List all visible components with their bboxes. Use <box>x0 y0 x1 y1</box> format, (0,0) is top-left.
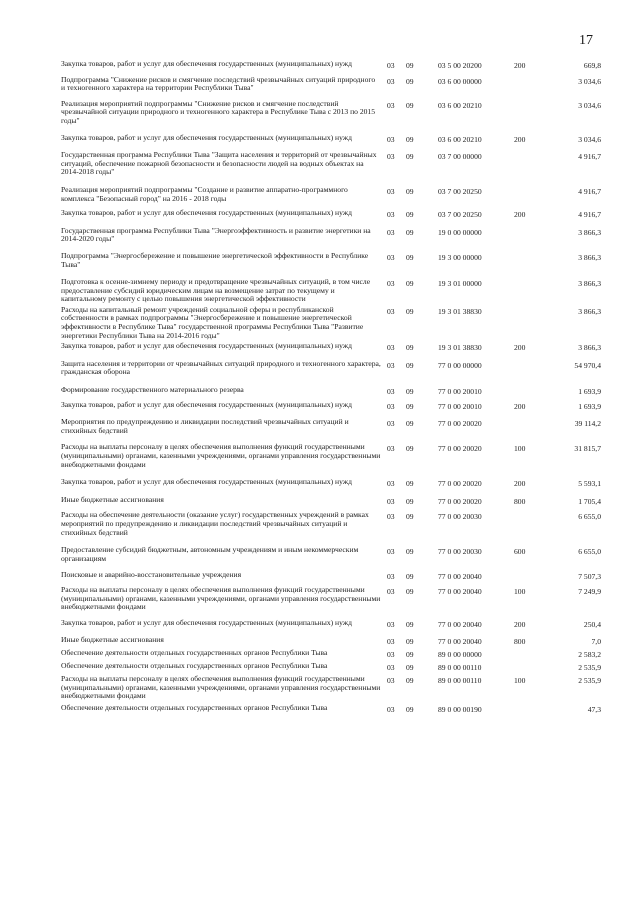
row-description: Подготовка к осенне-зимнему периоду и предотвращение чрезвычайных ситуаций, в том числе предоставление субсидий юридическим лицам на возмещение затрат по текущему и капитальному ремонту с целью повышения энергетической эффективности <box>61 277 371 304</box>
row-subsection-code: 09 <box>406 61 414 70</box>
row-description: Закупка товаров, работ и услуг для обеспечения государственных (муниципальных) нужд <box>61 477 352 487</box>
row-description: Формирование государственного материального резерва <box>61 385 244 395</box>
row-section-code: 03 <box>387 637 395 647</box>
row-subsection-code: 09 <box>406 100 414 110</box>
row-subsection-code: 09 <box>406 586 414 596</box>
table-row <box>61 278 601 304</box>
row-section-code: 03 <box>387 61 395 70</box>
row-target-code: 77 0 00 20040 <box>438 572 482 582</box>
row-subsection-code: 09 <box>406 152 414 162</box>
row-description: Расходы на выплаты персоналу в целях обеспечения выполнения функций государственными (муниципальными) органами, казенными учреждениями, органами управления государственными внебюджетными фондами <box>61 442 381 469</box>
row-expense-type-code: 600 <box>514 547 526 557</box>
row-section-code: 03 <box>387 279 395 289</box>
table-row <box>61 636 601 647</box>
row-description: Реализация мероприятий подпрограммы "Создание и развитие аппаратно-программного комплекса "Безопасный город" на 2016 - 2018 годы <box>61 184 348 203</box>
row-subsection-code: 09 <box>406 572 414 582</box>
table-row <box>61 306 601 340</box>
row-description: Обеспечение деятельности отдельных государственных органов Республики Тыва <box>61 702 328 712</box>
row-target-code: 19 0 00 00000 <box>438 227 482 237</box>
row-subsection-code: 09 <box>406 547 414 557</box>
row-target-code: 03 7 00 00000 <box>438 152 482 162</box>
row-subsection-code: 09 <box>406 210 414 220</box>
row-expense-type-code <box>514 227 550 244</box>
table-row <box>61 662 601 673</box>
table-row <box>61 704 601 715</box>
row-section-code: 03 <box>387 306 395 316</box>
row-description: Расходы на обеспечение деятельности (оказание услуг) государственных учреждений в рамках мероприятий по предупреждению и ликвидации последствий чрезвычайных ситуаций и стихийных бедствий <box>61 510 369 537</box>
row-subsection-code: 09 <box>406 134 414 144</box>
row-amount: 3 866,3 <box>578 306 601 316</box>
row-expense-type-code <box>514 306 550 340</box>
row-section-code: 03 <box>387 444 395 454</box>
row-target-code: 77 0 00 20040 <box>438 586 482 596</box>
row-description: Закупка товаров, работ и услуг для обеспечения государственных (муниципальных) нужд <box>61 59 352 68</box>
row-section-code: 03 <box>387 662 395 672</box>
row-section-code: 03 <box>387 152 395 162</box>
row-subsection-code: 09 <box>406 76 414 86</box>
row-description: Обеспечение деятельности отдельных государственных органов Республики Тыва <box>61 660 328 670</box>
table-row <box>61 209 601 220</box>
row-section-code: 03 <box>387 186 395 196</box>
row-subsection-code: 09 <box>406 306 414 316</box>
row-target-code: 89 0 00 00190 <box>438 704 482 714</box>
row-amount: 3 034,6 <box>578 100 601 110</box>
row-description: Подпрограмма "Энергосбережение и повышение энергетической эффективности в Республике Тыва" <box>61 250 369 269</box>
row-target-code: 77 0 00 20020 <box>438 444 482 454</box>
row-amount: 3 866,3 <box>578 279 601 289</box>
row-amount: 6 655,0 <box>578 547 601 557</box>
table-row <box>61 546 601 563</box>
row-target-code: 77 0 00 20020 <box>438 496 482 506</box>
row-target-code: 77 0 00 20010 <box>438 401 482 411</box>
row-subsection-code: 09 <box>406 676 414 686</box>
row-section-code: 03 <box>387 619 395 629</box>
row-subsection-code: 09 <box>406 401 414 411</box>
row-amount: 5 593,1 <box>578 479 601 489</box>
row-description: Поисковые и аварийно-восстановительные учреждения <box>61 570 242 580</box>
row-expense-type-code: 100 <box>514 444 526 454</box>
row-target-code: 77 0 00 20030 <box>438 512 482 522</box>
row-section-code: 03 <box>387 649 395 659</box>
row-amount: 39 114,2 <box>574 419 601 429</box>
row-description: Государственная программа Республики Тыва "Энергоэффективность и развитие энергетики на 2014-2020 годы" <box>61 225 371 244</box>
row-subsection-code: 09 <box>406 704 414 714</box>
row-subsection-code: 09 <box>406 343 414 353</box>
row-section-code: 03 <box>387 676 395 686</box>
row-description: Обеспечение деятельности отдельных государственных органов Республики Тыва <box>61 647 328 657</box>
row-description: Иные бюджетные ассигнования <box>61 635 164 645</box>
row-subsection-code: 09 <box>406 186 414 196</box>
row-amount: 3 866,3 <box>578 227 601 237</box>
table-row <box>61 100 601 126</box>
row-expense-type-code <box>514 571 550 582</box>
table-row <box>61 443 601 469</box>
row-description: Мероприятия по предупреждению и ликвидации последствий чрезвычайных ситуаций и стихийных бедствий <box>61 417 349 435</box>
row-section-code: 03 <box>387 76 395 86</box>
row-section-code: 03 <box>387 252 395 262</box>
row-expense-type-code <box>514 278 550 304</box>
row-subsection-code: 09 <box>406 360 414 370</box>
row-section-code: 03 <box>387 496 395 506</box>
row-subsection-code: 09 <box>406 252 414 262</box>
row-expense-type-code <box>514 418 550 435</box>
row-target-code: 77 0 00 20020 <box>438 479 482 489</box>
row-amount: 2 583,2 <box>578 649 601 659</box>
row-section-code: 03 <box>387 512 395 522</box>
row-subsection-code: 09 <box>406 619 414 629</box>
row-target-code: 77 0 00 20030 <box>438 547 482 557</box>
table-row <box>61 586 601 612</box>
row-description: Подпрограмма "Снижение рисков и смягчение последствий чрезвычайных ситуаций природного и техногенного характера на территории Республики Тыва" <box>61 74 376 93</box>
row-expense-type-code <box>514 662 550 673</box>
row-expense-type-code <box>514 511 550 537</box>
row-section-code: 03 <box>387 401 395 411</box>
row-expense-type-code: 200 <box>514 343 526 353</box>
row-expense-type-code: 200 <box>514 619 526 629</box>
row-expense-type-code <box>514 151 550 177</box>
row-expense-type-code: 200 <box>514 134 526 144</box>
row-expense-type-code: 200 <box>514 61 526 70</box>
row-section-code: 03 <box>387 479 395 489</box>
row-section-code: 03 <box>387 100 395 110</box>
row-expense-type-code: 200 <box>514 401 526 411</box>
row-description: Закупка товаров, работ и услуг для обеспечения государственных (муниципальных) нужд <box>61 132 352 142</box>
row-expense-type-code <box>514 704 550 715</box>
table-row <box>61 675 601 701</box>
row-description: Расходы на капитальный ремонт учреждений социальной сферы и республиканской собственности в рамках подпрограммы "Энергосбережение и повышение энергетической эффективности в Республике Тыва" государственной программы Республики Тыва "Развитие энергетики Республики Тыва на 2014-2016 годы" <box>61 304 364 340</box>
row-description: Закупка товаров, работ и услуг для обеспечения государственных (муниципальных) нужд <box>61 341 352 351</box>
row-section-code: 03 <box>387 387 395 397</box>
row-expense-type-code: 200 <box>514 479 526 489</box>
row-subsection-code: 09 <box>406 419 414 429</box>
row-expense-type-code <box>514 360 550 377</box>
row-section-code: 03 <box>387 343 395 353</box>
row-expense-type-code: 100 <box>514 676 526 686</box>
row-expense-type-code <box>514 386 550 397</box>
row-target-code: 89 0 00 00000 <box>438 649 482 659</box>
row-target-code: 77 0 00 20040 <box>438 637 482 647</box>
row-section-code: 03 <box>387 586 395 596</box>
row-description: Закупка товаров, работ и услуг для обеспечения государственных (муниципальных) нужд <box>61 399 352 409</box>
table-row <box>61 151 601 177</box>
row-section-code: 03 <box>387 210 395 220</box>
row-section-code: 03 <box>387 227 395 237</box>
row-target-code: 77 0 00 00000 <box>438 360 482 370</box>
table-row <box>61 619 601 630</box>
row-amount: 1 693,9 <box>578 401 601 411</box>
table-row <box>61 186 601 203</box>
row-target-code: 19 3 01 38830 <box>438 343 482 353</box>
row-subsection-code: 09 <box>406 649 414 659</box>
row-amount: 4 916,7 <box>578 210 601 220</box>
row-section-code: 03 <box>387 134 395 144</box>
row-subsection-code: 09 <box>406 512 414 522</box>
table-row <box>61 496 601 507</box>
row-amount: 54 970,4 <box>574 360 601 370</box>
row-amount: 1 705,4 <box>578 496 601 506</box>
row-description: Защита населения и территории от чрезвычайных ситуаций природного и техногенного характера, гражданская оборона <box>61 358 381 377</box>
row-subsection-code: 09 <box>406 662 414 672</box>
row-subsection-code: 09 <box>406 496 414 506</box>
row-amount: 7,0 <box>591 637 601 647</box>
row-target-code: 03 6 00 00000 <box>438 76 482 86</box>
row-description: Закупка товаров, работ и услуг для обеспечения государственных (муниципальных) нужд <box>61 208 352 218</box>
row-amount: 250,4 <box>583 619 601 629</box>
row-expense-type-code: 200 <box>514 210 526 220</box>
row-amount: 3 866,3 <box>578 252 601 262</box>
row-subsection-code: 09 <box>406 387 414 397</box>
row-target-code: 03 7 00 20250 <box>438 186 482 196</box>
row-description: Государственная программа Республики Тыва "Защита населения и территорий от чрезвычайных ситуаций, обеспечение пожарной безопасности и безопасности людей на водных объектах на 2014-2018 годы" <box>61 150 377 177</box>
table-body <box>61 60 601 714</box>
row-amount: 6 655,0 <box>578 512 601 522</box>
row-description: Предоставление субсидий бюджетным, автономным учреждениям и иным некоммерческим организациям <box>61 545 359 563</box>
row-target-code: 77 0 00 20010 <box>438 387 482 397</box>
row-subsection-code: 09 <box>406 279 414 289</box>
row-target-code: 03 6 00 20210 <box>438 100 482 110</box>
table-row <box>61 360 601 377</box>
row-target-code: 89 0 00 00110 <box>438 662 482 672</box>
row-target-code: 03 7 00 20250 <box>438 210 482 220</box>
row-section-code: 03 <box>387 547 395 557</box>
table-row <box>61 478 601 489</box>
row-amount: 4 916,7 <box>578 152 601 162</box>
row-expense-type-code: 800 <box>514 496 526 506</box>
row-amount: 4 916,7 <box>578 186 601 196</box>
row-expense-type-code: 100 <box>514 586 526 596</box>
row-target-code: 77 0 00 20020 <box>438 419 482 429</box>
table-row <box>61 511 601 537</box>
row-amount: 669,8 <box>583 61 601 70</box>
row-description: Закупка товаров, работ и услуг для обеспечения государственных (муниципальных) нужд <box>61 617 352 627</box>
budget-table <box>61 60 601 714</box>
row-target-code: 19 3 00 00000 <box>438 252 482 262</box>
row-amount: 7 507,3 <box>578 572 601 582</box>
row-amount: 47,3 <box>587 704 601 714</box>
row-target-code: 03 6 00 20210 <box>438 134 482 144</box>
table-row <box>61 386 601 397</box>
row-expense-type-code <box>514 76 550 93</box>
row-amount: 3 866,3 <box>578 343 601 353</box>
row-amount: 1 693,9 <box>578 387 601 397</box>
row-amount: 31 815,7 <box>574 444 601 454</box>
table-row <box>61 76 601 93</box>
row-section-code: 03 <box>387 419 395 429</box>
row-subsection-code: 09 <box>406 444 414 454</box>
row-description: Реализация мероприятий подпрограммы "Снижение рисков и смягчение последствий чрезвычайной ситуации природного и техногенного характера в Республике Тыва с 2013 по 2015 годы" <box>61 98 376 125</box>
row-subsection-code: 09 <box>406 227 414 237</box>
row-description: Иные бюджетные ассигнования <box>61 494 164 504</box>
row-amount: 3 034,6 <box>578 134 601 144</box>
row-section-code: 03 <box>387 360 395 370</box>
row-expense-type-code <box>514 649 550 660</box>
row-section-code: 03 <box>387 572 395 582</box>
table-row <box>61 649 601 660</box>
table-row <box>61 418 601 435</box>
table-row <box>61 342 601 353</box>
page-number: 17 <box>579 33 593 48</box>
row-expense-type-code <box>514 100 550 126</box>
row-target-code: 03 5 00 20200 <box>438 61 482 70</box>
row-expense-type-code: 800 <box>514 637 526 647</box>
row-target-code: 19 3 01 00000 <box>438 279 482 289</box>
row-target-code: 19 3 01 38830 <box>438 306 482 316</box>
table-row <box>61 252 601 269</box>
row-subsection-code: 09 <box>406 479 414 489</box>
table-row <box>61 227 601 244</box>
row-section-code: 03 <box>387 704 395 714</box>
row-subsection-code: 09 <box>406 637 414 647</box>
row-target-code: 89 0 00 00110 <box>438 676 482 686</box>
row-amount: 3 034,6 <box>578 76 601 86</box>
row-amount: 7 249,9 <box>578 586 601 596</box>
row-amount: 2 535,9 <box>578 676 601 686</box>
row-amount: 2 535,9 <box>578 662 601 672</box>
row-description: Расходы на выплаты персоналу в целях обеспечения выполнения функций государственными (муниципальными) органами, казенными учреждениями, органами управления государственными внебюджетными фондами <box>61 584 381 612</box>
row-target-code: 77 0 00 20040 <box>438 619 482 629</box>
table-row <box>61 60 601 71</box>
row-expense-type-code <box>514 186 550 203</box>
row-expense-type-code <box>514 252 550 269</box>
table-row <box>61 571 601 582</box>
table-row <box>61 134 601 145</box>
row-description: Расходы на выплаты персоналу в целях обеспечения выполнения функций государственными (муниципальными) органами, казенными учреждениями, органами управления государственными внебюджетными фондами <box>61 674 381 701</box>
table-row <box>61 401 601 412</box>
